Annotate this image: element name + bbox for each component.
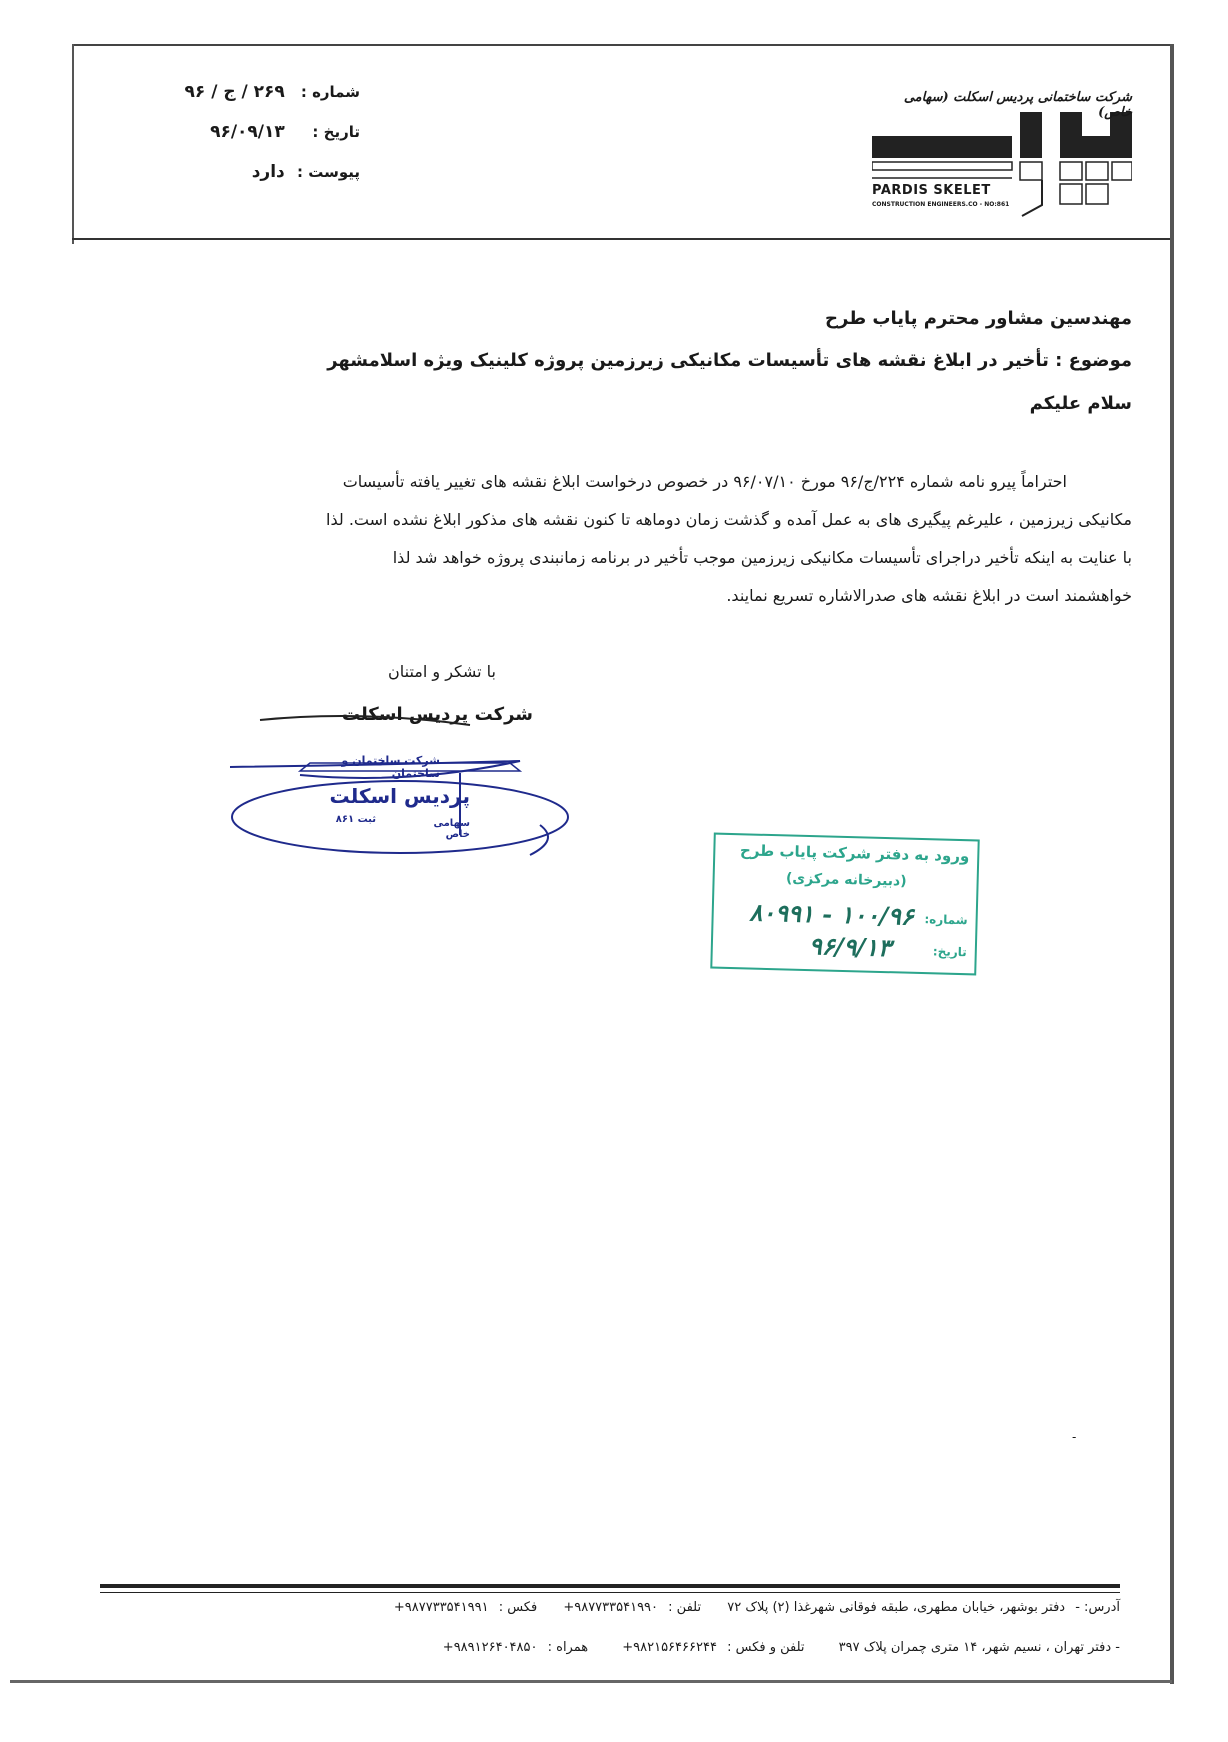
closing-phrase: با تشکر و امتنان (388, 662, 496, 681)
addressee: مهندسین مشاور محترم پایاب طرح (825, 308, 1132, 329)
footer-address-tehran: - دفتر تهران ، نسیم شهر، ۱۴ متری چمران پلاک ۳۹۷ (838, 1640, 1120, 1655)
subject-line: موضوع : تأخیر در ابلاغ نقشه های تأسیسات مکانیکی زیرزمین پروژه کلینیک ویژه اسلامشهر (327, 350, 1132, 371)
entry-stamp-title: ورود به دفتر شرکت پایاب طرح (739, 841, 970, 866)
letter-attachment-value: دارد (251, 162, 285, 182)
header-divider (72, 238, 1170, 240)
paragraph-line-3: با عنایت به اینکه تأخیر دراجرای تأسیسات مکانیکی زیرزمین موجب تأخیر در برنامه زمانبندی پروژه خواهد شد لذا (392, 548, 1132, 567)
letter-date-row (150, 112, 360, 152)
letter-attachment-row (150, 152, 360, 192)
paragraph-line-2: مکانیکی زیرزمین ، علیرغم پیگیری های به عمل آمده و گذشت زمان دوماهه تا کنون نقشه های مذکور ابلاغ نشده است. لذا (326, 510, 1132, 529)
company-logo (872, 90, 1132, 220)
page-border-top (72, 44, 1172, 46)
company-name-fa: شرکت ساختمانی پردیس اسکلت (سهامی خاص) (903, 90, 1132, 120)
stamp-type-text: سهامی خاص (433, 818, 470, 840)
entry-stamp-subtitle: (دبیرخانه مرکزی) (785, 870, 907, 890)
letter-number-row (150, 72, 360, 112)
paragraph-line-1: احتراماً پیرو نامه شماره ۲۲۴/ج/۹۶ مورخ ۹۶/۰۷/۱۰ در خصوص درخواست ابلاغ نقشه های تغییر یافته تأسیسات (342, 472, 1067, 491)
footer-line-1 (160, 1600, 1120, 1615)
stamp-main-text: پردیس اسکلت (329, 784, 470, 808)
footer-address-bushehr: دفتر بوشهر، خیابان مطهری، طبقه فوقانی شهرغذا (۲) پلاک ۷۲ (727, 1600, 1066, 1615)
letter-number-value: ۲۶۹ / ج / ۹۶ (184, 82, 285, 102)
footer-fax-label: فکس : (498, 1600, 538, 1615)
letter-date-label: تاریخ : (312, 123, 360, 141)
greeting: سلام علیکم (1029, 393, 1132, 414)
letter-date-value: ۹۶/۰۹/۱۳ (210, 122, 285, 142)
stray-mark: - (1072, 1430, 1077, 1444)
footer-line-2 (160, 1640, 1120, 1655)
letter-meta (150, 72, 360, 192)
stamp-top-text: شرکت ساختمان و ساختمان (341, 754, 440, 780)
entry-stamp-date-handwritten: ۹۶/۹/۱۳ (808, 931, 892, 963)
footer-divider-thin (100, 1592, 1120, 1593)
footer-fax: +۹۸۷۷۳۳۵۴۱۹۹۱ (393, 1600, 489, 1615)
company-subtitle-en: CONSTRUCTION ENGINEERS.CO - NO:861 (872, 201, 1010, 208)
page-border-bottom (10, 1680, 1172, 1683)
letter-attachment-label: پیوست : (296, 163, 360, 181)
footer-address-label: آدرس: - (1075, 1600, 1120, 1615)
paragraph-line-4: خواهشمند است در ابلاغ نقشه های صدرالاشاره تسریع نمایند. (726, 586, 1132, 605)
footer-mobile: +۹۸۹۱۲۶۴۰۴۸۵۰ (442, 1640, 538, 1655)
page-border-right (1170, 44, 1174, 1684)
page-border-left (72, 44, 74, 244)
entry-stamp-date-label: تاریخ: (932, 944, 967, 960)
footer-phone1-label: تلفن : (668, 1600, 702, 1615)
entry-stamp-number-handwritten: ۱۰۰/۹۶ - ۸۰۹۹۱ (749, 897, 915, 931)
entry-stamp-number-label: شماره: (924, 912, 968, 928)
footer-divider-thick (100, 1584, 1120, 1588)
company-name-en: PARDIS SKELET (872, 183, 991, 198)
entry-stamp (710, 833, 979, 976)
letter-paragraph (132, 463, 1132, 615)
signatory-name: شرکت پردیس اسکلت (341, 704, 533, 725)
footer-phone2-label: تلفن و فکس : (727, 1640, 805, 1655)
footer-phone1: +۹۸۷۷۳۳۵۴۱۹۹۰ (563, 1600, 659, 1615)
footer-mobile-label: همراه : (547, 1640, 589, 1655)
footer-phone2: +۹۸۲۱۵۶۴۶۶۲۴۴ (622, 1640, 717, 1655)
letter-number-label: شماره : (300, 83, 360, 101)
stamp-reg-text: ثبت ۸۶۱ (335, 814, 376, 825)
